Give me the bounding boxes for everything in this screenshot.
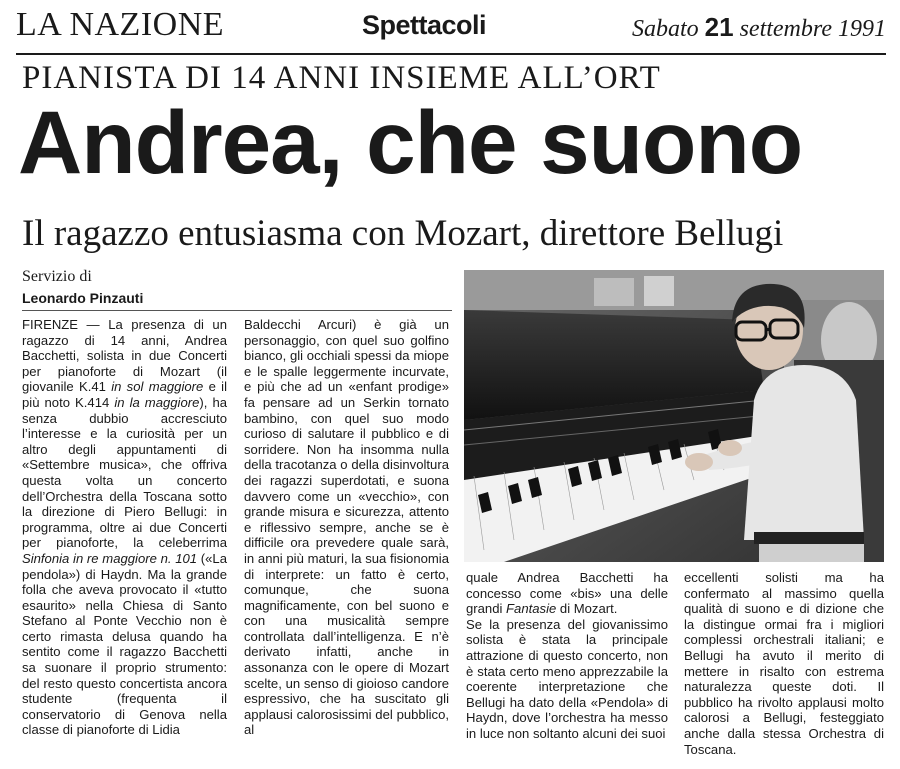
byline-rule xyxy=(22,310,452,311)
column-2-text: Baldecchi Arcuri) è già un personaggio, con quel suo golfino bianco, gli occhiali spessi da miope e le spalle leggermente incurvate, e più che ad un «enfant prodige» fa pensare ad un Serkin tornato bambino, con quel suo modo curioso di salutare il pubblico e di sorridere. Non ha insomma nulla della tracotanza o della disinvoltura dei ragazzi superdotati, e suona davvero come un «vecchio», con grande misura e sicurezza, attento e riflessivo sempre, anche se è difficile ora prevedere quale sarà, in anni più maturi, la sua fisionomia di interprete: un fatto è certo, comunque, che suona magnificamente, con bel suono e con una musicalità sempre controllata dall’intelligenza. E n’è derivato infatti, anche in assonanza con le opere di Mozart scelte, un senso di gioioso candore espressivo, che ha suscitato gli applausi calorosissimi del pubblico, al xyxy=(244,317,449,738)
italic-run: Fantasie xyxy=(506,601,557,617)
article-column-4 xyxy=(684,570,884,757)
text-run: di Mozart. xyxy=(556,601,618,617)
column-4-text: eccellenti solisti ma ha confermato al massimo quella qualità di suono e di dizione che la distingue ormai fra i migliori complessi orchestrali italiani; e Bellugi ha avuto il merito di mettere in risalto con estrema naturalezza queste doti. Il pubblico ha rivolto applausi molto calorosi a Bellugi, festeggiato anche dalla stessa Orchestra di Toscana. xyxy=(684,570,884,757)
pianist-photo xyxy=(464,270,884,562)
italic-run: in la maggiore xyxy=(114,394,200,410)
text-run: La presenza di un ragazzo di 14 anni, Andrea Bacchetti, solista in due Concerti per pianoforte di Mozart (il giovanile K.41 xyxy=(22,317,227,395)
byline-prefix: Servizio di xyxy=(22,268,92,285)
masthead-rule xyxy=(16,53,886,55)
article-column-1 xyxy=(22,317,227,738)
date-suffix: settembre 1991 xyxy=(739,16,886,42)
article-kicker: PIANISTA DI 14 ANNI INSIEME ALL’ORT xyxy=(22,60,661,96)
newspaper-name: LA NAZIONE xyxy=(16,6,225,43)
date-day: 21 xyxy=(704,12,734,42)
place-tag: FIRENZE — xyxy=(22,317,100,332)
article-column-2 xyxy=(244,317,449,738)
italic-run: Sinfonia in re maggiore n. 101 xyxy=(22,550,198,566)
article-headline: Andrea, che suono xyxy=(18,92,803,192)
article-subheadline: Il ragazzo entusiasma con Mozart, direttore Bellugi xyxy=(22,213,784,254)
text-run: e il più noto K.414 xyxy=(22,379,227,410)
text-run: quale Andrea Bacchetti ha concesso come «bis» una delle grandi xyxy=(466,570,668,617)
italic-run: in sol maggiore xyxy=(111,379,204,395)
text-run: («La pendola») di Haydn. Ma la grande folla che aveva provocato il «tutto esaurito» nella Chiesa di Santo Stefano al Ponte Vecchio non è certo rimasta delusa quando ha sentito come il ragazzo Bacchetti sa suonare il proprio strumento: del resto questo concertista ancora studente (frequenta il conservatorio di Genova nella classe di pianoforte di Lidia xyxy=(22,550,227,738)
text-run: ), ha senza dubbio accresciuto l’interesse e la curiosità per un altro degli appuntamenti di «Settembre musica», che offriva questa volta un concerto dell’Orchestra della Toscana sotto la direzione di Piero Bellugi: in programma, oltre ai due Concerti per pianoforte, la celeberrima xyxy=(22,394,228,551)
dateline xyxy=(632,12,886,43)
article-column-3 xyxy=(466,570,668,742)
date-prefix: Sabato xyxy=(631,16,699,42)
column-3-paragraph-2: Se la presenza del giovanissimo solista è stata la principale attrazione di questo concerto, non è stata certo meno apprezzabile la coerente interpretazione che Bellugi ha dato della «Pendola» di Haydn, dove l’orchestra ha messo in luce non soltanto alcuni dei suoi xyxy=(466,616,668,741)
byline-author: Leonardo Pinzauti xyxy=(22,290,144,306)
section-name: Spettacoli xyxy=(362,10,487,40)
